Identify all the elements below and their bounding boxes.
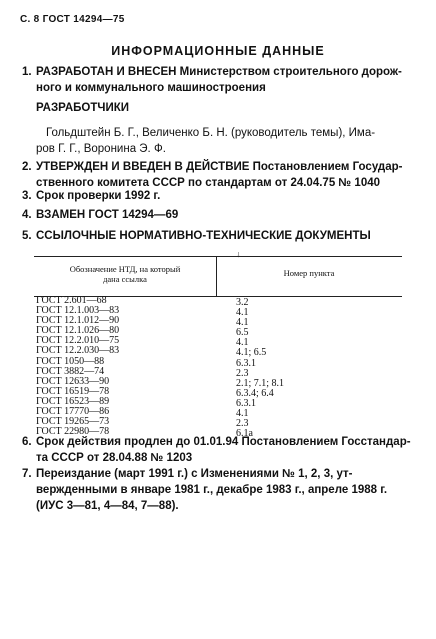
table-cell-clause: 6.3.1 <box>236 397 256 409</box>
item-line: ССЫЛОЧНЫЕ НОРМАТИВНО-ТЕХНИЧЕСКИЕ ДОКУМЕНТЫ <box>36 230 371 242</box>
table-cell-clause: 2.3 <box>236 418 249 430</box>
item-number: 6. <box>22 436 32 448</box>
table-cell-document: ГОСТ 12.2.030—83 <box>36 345 120 357</box>
developers-heading: РАЗРАБОТЧИКИ <box>36 102 129 114</box>
developers-line: Гольдштейн Б. Г., Величенко Б. Н. (руководитель темы), Има- <box>46 127 376 139</box>
table-cell-document: ГОСТ 22980—78 <box>36 426 110 438</box>
item-line: вержденными в январе 1981 г., декабре 1983 г., апреле 1988 г. <box>36 484 388 496</box>
table-cell-clause: 6.1а <box>236 428 253 440</box>
table-cell-clause: 6.3.1 <box>236 357 256 369</box>
header-line: дана ссылка <box>103 274 147 284</box>
table-cell-clause: 6.5 <box>236 327 249 339</box>
item-line: УТВЕРЖДЕН И ВВЕДЕН В ДЕЙСТВИЕ Постановлением Государ- <box>36 161 403 173</box>
item-1 <box>22 64 402 96</box>
document-column <box>36 296 119 437</box>
table-cell-document: ГОСТ 12.2.010—75 <box>36 335 120 347</box>
table-cell-document: ГОСТ 19265—73 <box>36 416 110 428</box>
item-number: 5. <box>22 230 32 242</box>
developers-line: ров Г. Г., Воронина Э. Ф. <box>36 143 166 155</box>
table-cell-document: ГОСТ 1050—88 <box>36 355 105 367</box>
table-cell-clause: 6.3.4; 6.4 <box>236 387 274 399</box>
table-cell-clause: 2.3 <box>236 367 249 379</box>
table-cell-document: ГОСТ 12633—90 <box>36 375 110 387</box>
item-number: 7. <box>22 468 32 480</box>
item-line: ственного комитета СССР по стандартам от 24.04.75 № 1040 <box>36 177 381 189</box>
page-title: ИНФОРМАЦИОННЫЕ ДАННЫЕ <box>111 44 325 58</box>
item-number: 4. <box>22 209 32 221</box>
item-7 <box>22 466 387 514</box>
item-line: ВЗАМЕН ГОСТ 14294—69 <box>36 209 179 221</box>
reference-table <box>34 256 402 440</box>
table-header-clause: Номер пункта <box>283 268 335 278</box>
developers-names <box>36 125 376 157</box>
item-line: (ИУС 3—81, 4—84, 7—88). <box>36 500 179 512</box>
item-line: РАЗРАБОТАН И ВНЕСЕН Министерством строительного дорож- <box>36 66 402 78</box>
table-cell-clause: 4.1 <box>236 337 249 349</box>
item-4 <box>22 207 178 223</box>
item-line: ного и коммунального машиностроения <box>36 82 266 94</box>
item-6 <box>22 434 411 466</box>
item-line: Переиздание (март 1991 г.) с Изменениями № 1, 2, 3, ут- <box>36 468 353 480</box>
table-cell-clause: 4.1 <box>236 408 249 420</box>
table-marker: ↓ <box>236 249 241 259</box>
table-cell-clause: 2.1; 7.1; 8.1 <box>236 377 285 389</box>
item-line: та СССР от 28.04.88 № 1203 <box>36 452 193 464</box>
table-cell-document: ГОСТ 2.601—68 <box>36 295 107 306</box>
header-line: Обозначение НТД, на который <box>69 264 181 274</box>
item-3 <box>22 188 160 204</box>
item-5 <box>22 228 371 244</box>
table-cell-document: ГОСТ 16519—78 <box>36 385 110 397</box>
table-cell-clause: 4.1 <box>236 317 249 329</box>
table-cell-document: ГОСТ 12.1.003—83 <box>36 305 120 317</box>
item-2 <box>22 159 402 191</box>
clause-column <box>236 298 284 439</box>
table-top-rule <box>34 256 402 257</box>
item-number: 2. <box>22 161 32 173</box>
table-cell-document: ГОСТ 16523—89 <box>36 395 110 407</box>
table-cell-document: ГОСТ 17770—86 <box>36 406 110 418</box>
table-cell-clause: 3.2 <box>236 297 249 308</box>
page-header: С. 8 ГОСТ 14294—75 <box>20 14 125 25</box>
table-header-document <box>34 264 216 284</box>
table-cell-clause: 4.1; 6.5 <box>236 347 267 359</box>
table-cell-document: ГОСТ 3882—74 <box>36 365 105 377</box>
table-cell-document: ГОСТ 12.1.012—90 <box>36 315 120 327</box>
item-number: 3. <box>22 190 32 202</box>
table-cell-clause: 4.1 <box>236 307 249 319</box>
item-number: 1. <box>22 66 32 78</box>
table-cell-document: ГОСТ 12.1.026—80 <box>36 325 120 337</box>
item-line: Срок действия продлен до 01.01.94 Постановлением Госстандар- <box>36 436 411 448</box>
item-line: Срок проверки 1992 г. <box>36 190 161 202</box>
